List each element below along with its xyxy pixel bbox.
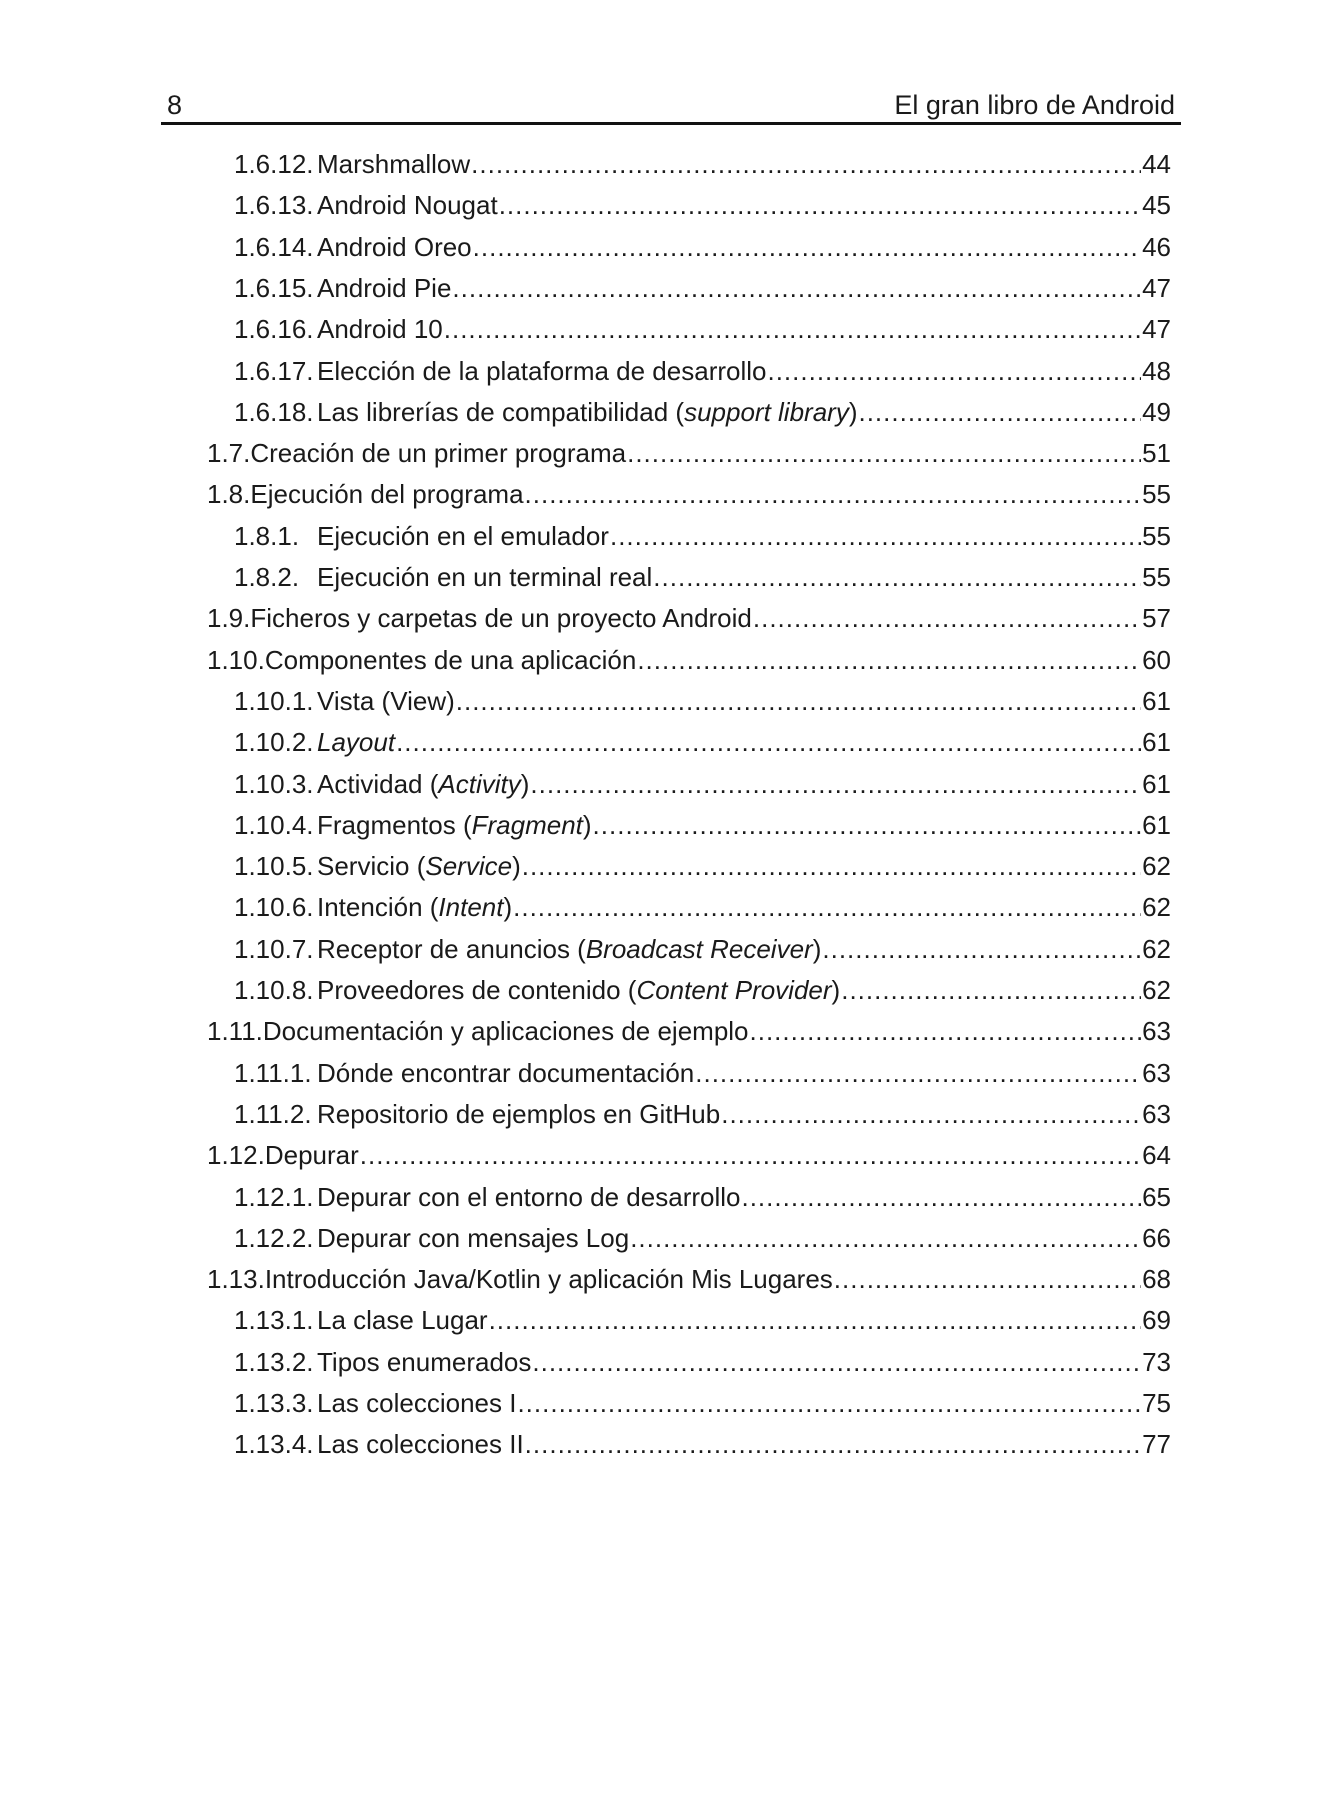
toc-entry-page: 77 [1142,1429,1171,1460]
toc-entry-title [265,1137,359,1173]
toc-entry-page: 64 [1142,1140,1171,1171]
dot-leader [750,1013,1142,1049]
toc-entry-number: 1.10.4. [234,809,314,840]
toc-entry-page: 47 [1142,314,1171,345]
toc-entry-title-text: Proveedores de contenido ( [317,975,637,1005]
toc-entry-title [317,394,857,430]
toc-entry-number: 1.13.1. [234,1305,314,1336]
toc-entry-page: 75 [1142,1388,1171,1418]
toc-entry-number: 1.7. [207,438,251,469]
toc-entry-title [317,1055,694,1091]
toc-entry-number: 1.8.2. [234,562,300,592]
toc-entry-title [317,931,821,967]
toc-entry-page: 62 [1142,933,1171,964]
toc-entry [234,848,1171,884]
toc-entry-title-text: ) [582,809,592,840]
toc-entry-title-text: Documentación y aplicaciones de ejemplo [262,1016,749,1047]
toc-entry [234,146,1171,182]
toc-entry-number: 1.6.13. [234,190,314,221]
toc-entry [234,353,1171,389]
toc-entry-title-text: Introducción Java/Kotlin y aplicación Mis Lugares [264,1264,833,1295]
toc-entry [234,1220,1171,1256]
toc-entry-title [317,1179,740,1215]
toc-entry-title-text: ) [520,768,530,799]
toc-entry [207,476,1171,512]
toc-entry-number: 1.6.16. [234,314,314,345]
dot-leader [695,1055,1141,1091]
toc-entry-title [250,476,523,512]
toc-entry-page: 57 [1142,603,1171,634]
toc-entry-title-text: Receptor de anuncios ( [317,933,586,964]
toc-entry-number: 1.8. [207,479,251,510]
toc-entry-page: 48 [1142,355,1171,386]
toc-entry-title [317,353,766,389]
toc-entry-title [263,1013,749,1049]
toc-entry-title-italic: support library [684,396,849,427]
dot-leader [627,435,1141,471]
toc-entry [234,766,1171,802]
toc-entry-title [317,1302,488,1338]
toc-entry [234,518,1171,554]
dot-leader [834,1261,1141,1297]
toc-entry-page: 62 [1142,892,1171,923]
toc-entry-title-text: Android Oreo [317,231,472,262]
toc-entry-title [317,807,592,843]
toc-entry-title [317,270,451,306]
toc-entry-page: 45 [1142,190,1171,221]
toc-entry-title-text: Actividad ( [317,768,439,799]
dot-leader [396,724,1141,760]
toc-entry-number: 1.6.12. [234,149,314,179]
toc-entry-page: 62 [1142,975,1171,1005]
toc-entry-page: 65 [1142,1181,1171,1212]
dot-leader [517,1385,1141,1421]
dot-leader [489,1302,1142,1338]
toc-entry-number: 1.10.1. [234,685,314,716]
dot-leader [471,146,1141,182]
toc-entry-number: 1.8.1. [234,520,300,551]
toc-entry-title-italic: Content Provider [636,975,832,1005]
toc-entry [207,600,1171,636]
toc-entry-number: 1.10. [207,644,265,675]
toc-entry-title [265,642,636,678]
toc-entry [234,683,1171,719]
toc-entry-page: 44 [1142,149,1171,179]
toc-entry [234,1385,1171,1421]
toc-entry-page: 61 [1142,809,1171,840]
toc-entry-page: 73 [1142,1346,1171,1377]
toc-entry [234,559,1171,595]
dot-leader [637,642,1141,678]
toc-entry-title-text: Ejecución en un terminal real [317,562,653,592]
toc-entry [234,724,1171,760]
toc-entry-title [317,559,652,595]
toc-entry-title [317,766,529,802]
toc-entry-title-text: Componentes de una aplicación [264,644,637,675]
toc-entry-number: 1.10.6. [234,892,314,923]
toc-entry-number: 1.9. [207,603,251,634]
dot-leader [532,1344,1141,1380]
toc-entry-title-text: ) [812,933,822,964]
toc-entry-title-italic: Activity [438,768,521,799]
dot-leader [473,229,1141,265]
toc-entry-number: 1.13.3. [234,1388,314,1418]
toc-entry-number: 1.12.2. [234,1222,314,1253]
toc-entry-title-text: Las colecciones II [317,1429,524,1460]
toc-entry-title [265,1261,833,1297]
toc-entry-title [317,311,443,347]
toc-entry-number: 1.12. [207,1140,265,1171]
toc-entry-title [317,683,455,719]
toc-entry-title-text: Ejecución en el emulador [317,520,609,551]
toc-entry-number: 1.11.1. [234,1057,312,1088]
dot-leader [513,889,1141,925]
toc-entry [234,311,1171,347]
toc-entry-page: 55 [1142,479,1171,510]
toc-entry-title [317,1426,524,1462]
toc-entry-title-text: La clase Lugar [317,1305,488,1336]
toc-entry-title-text: Android Nougat [317,190,498,221]
toc-entry-title-text: ) [831,975,841,1005]
toc-entry-page: 55 [1142,520,1171,551]
toc-entry-title-text: Ficheros y carpetas de un proyecto Android [250,603,752,634]
dot-leader [753,600,1141,636]
toc-entry-title [317,889,512,925]
dot-leader [452,270,1141,306]
toc-entry-title-text: Servicio ( [317,851,426,882]
toc-entry-title-text: Repositorio de ejemplos en GitHub [317,1098,721,1129]
toc-entry-title [250,435,626,471]
toc-entry-page: 61 [1142,685,1171,716]
dot-leader [653,559,1141,595]
toc-entry-number: 1.13.4. [234,1429,314,1460]
toc-entry-title-text: Depurar con mensajes Log [317,1222,630,1253]
toc-entry-number: 1.6.14. [234,231,314,262]
toc-entry-title [317,972,840,1008]
toc-entry-title [250,600,752,636]
dot-leader [522,848,1141,884]
toc-entry-page: 61 [1142,768,1171,799]
dot-leader [360,1137,1141,1173]
toc-entry [234,807,1171,843]
toc-entry-title-text: Las librerías de compatibilidad ( [317,396,685,427]
toc-entry-number: 1.12.1. [234,1181,314,1212]
dot-leader [822,931,1141,967]
toc-entry-title-text: ) [848,396,858,427]
toc-entry-number: 1.10.7. [234,933,314,964]
book-title: El gran libro de Android [894,90,1175,120]
toc-entry-title-text: Creación de un primer programa [250,438,627,469]
dot-leader [841,972,1141,1008]
toc-entry-title [317,1220,629,1256]
toc-entry-title-text: Depurar [264,1140,359,1171]
toc-entry-title-text: ) [503,892,513,923]
toc-entry-page: 62 [1142,851,1171,882]
toc-entry-title-italic: Service [425,851,513,882]
dot-leader [721,1096,1141,1132]
toc-entry-number: 1.10.8. [234,975,314,1005]
toc-entry [234,1426,1171,1462]
toc-entry-title-text: Android 10 [317,314,443,345]
toc-entry-number: 1.10.5. [234,851,314,882]
dot-leader [456,683,1141,719]
toc-entry [207,435,1171,471]
toc-entry-title-text: Las colecciones I [317,1388,517,1418]
toc-entry-title [317,146,470,182]
toc-entry [207,642,1171,678]
toc-entry-page: 49 [1142,396,1171,427]
toc-entry-title [317,1096,720,1132]
toc-entry-page: 61 [1142,727,1171,758]
toc-entry-page: 47 [1142,272,1171,303]
toc-entry-page: 66 [1142,1222,1171,1253]
toc-entry [234,931,1171,967]
toc-entry [234,1302,1171,1338]
dot-leader [858,394,1141,430]
dot-leader [530,766,1141,802]
toc-entry-title [317,229,472,265]
page-number: 8 [167,90,183,120]
toc-entry-page: 60 [1142,644,1171,675]
toc-entry-title-text: Android Pie [317,272,452,303]
toc-entry-number: 1.10.2. [234,727,314,758]
toc-entry-page: 69 [1142,1305,1171,1336]
toc-entry [234,1344,1171,1380]
toc-entry-number: 1.13. [207,1264,265,1295]
toc-entry-title-italic: Broadcast Receiver [585,933,813,964]
toc-entry [207,1013,1171,1049]
toc-entry-page: 55 [1142,562,1171,592]
toc-entry-number: 1.11.2. [234,1098,312,1129]
toc-entry-title-italic: Intent [438,892,504,923]
toc-entry-page: 68 [1142,1264,1171,1295]
toc-entry [234,972,1171,1008]
toc-entry-title-text: Fragmentos ( [317,809,472,840]
toc-entry [234,1096,1171,1132]
toc-entry-number: 1.6.18. [234,396,314,427]
toc-entry-page: 63 [1142,1098,1171,1129]
dot-leader [767,353,1141,389]
toc-entry-title [317,1385,516,1421]
toc-entry-number: 1.6.17. [234,355,314,386]
toc-entry [234,394,1171,430]
dot-leader [499,187,1141,223]
toc-entry-page: 46 [1142,231,1171,262]
toc-entry [207,1261,1171,1297]
toc-entry [234,270,1171,306]
dot-leader [741,1179,1141,1215]
toc-entry-title [317,518,609,554]
toc-entry-page: 63 [1142,1057,1171,1088]
toc-entry [234,1179,1171,1215]
toc-entry [234,1055,1171,1091]
dot-leader [525,476,1142,512]
toc-entry-number: 1.6.15. [234,272,314,303]
toc-entry-title-text: ) [512,851,521,882]
toc-entry-title-text: Elección de la plataforma de desarrollo [317,355,767,386]
toc-entry-number: 1.11. [207,1016,263,1047]
toc-entry-title [317,187,498,223]
toc-entry-title-italic: Fragment [471,809,583,840]
toc-entry-title [317,848,521,884]
toc-entry-page: 63 [1142,1016,1171,1047]
toc-entry [207,1137,1171,1173]
toc-entry [234,229,1171,265]
dot-leader [610,518,1141,554]
toc-entry-page: 51 [1142,438,1171,469]
dot-leader [630,1220,1141,1256]
toc-entry-title-text: Dónde encontrar documentación [317,1057,695,1088]
toc-entry-title-italic: Layout [317,727,396,758]
toc-entry-title-text: Vista (View) [317,685,455,716]
toc-entry-title-text: Intención ( [317,892,439,923]
toc-entry-title-text: Depurar con el entorno de desarrollo [317,1181,741,1212]
toc-entry-title [317,1344,531,1380]
toc-entry-title-text: Marshmallow [317,149,471,179]
toc-entry-number: 1.10.3. [234,768,314,799]
toc-entry [234,889,1171,925]
dot-leader [444,311,1141,347]
toc-entry-title-text: Ejecución del programa [250,479,524,510]
dot-leader [593,807,1142,843]
toc-entry-title-text: Tipos enumerados [317,1346,532,1377]
toc-entry [234,187,1171,223]
toc-entry-title [317,724,395,760]
toc-entry-number: 1.13.2. [234,1346,314,1377]
dot-leader [525,1426,1141,1462]
